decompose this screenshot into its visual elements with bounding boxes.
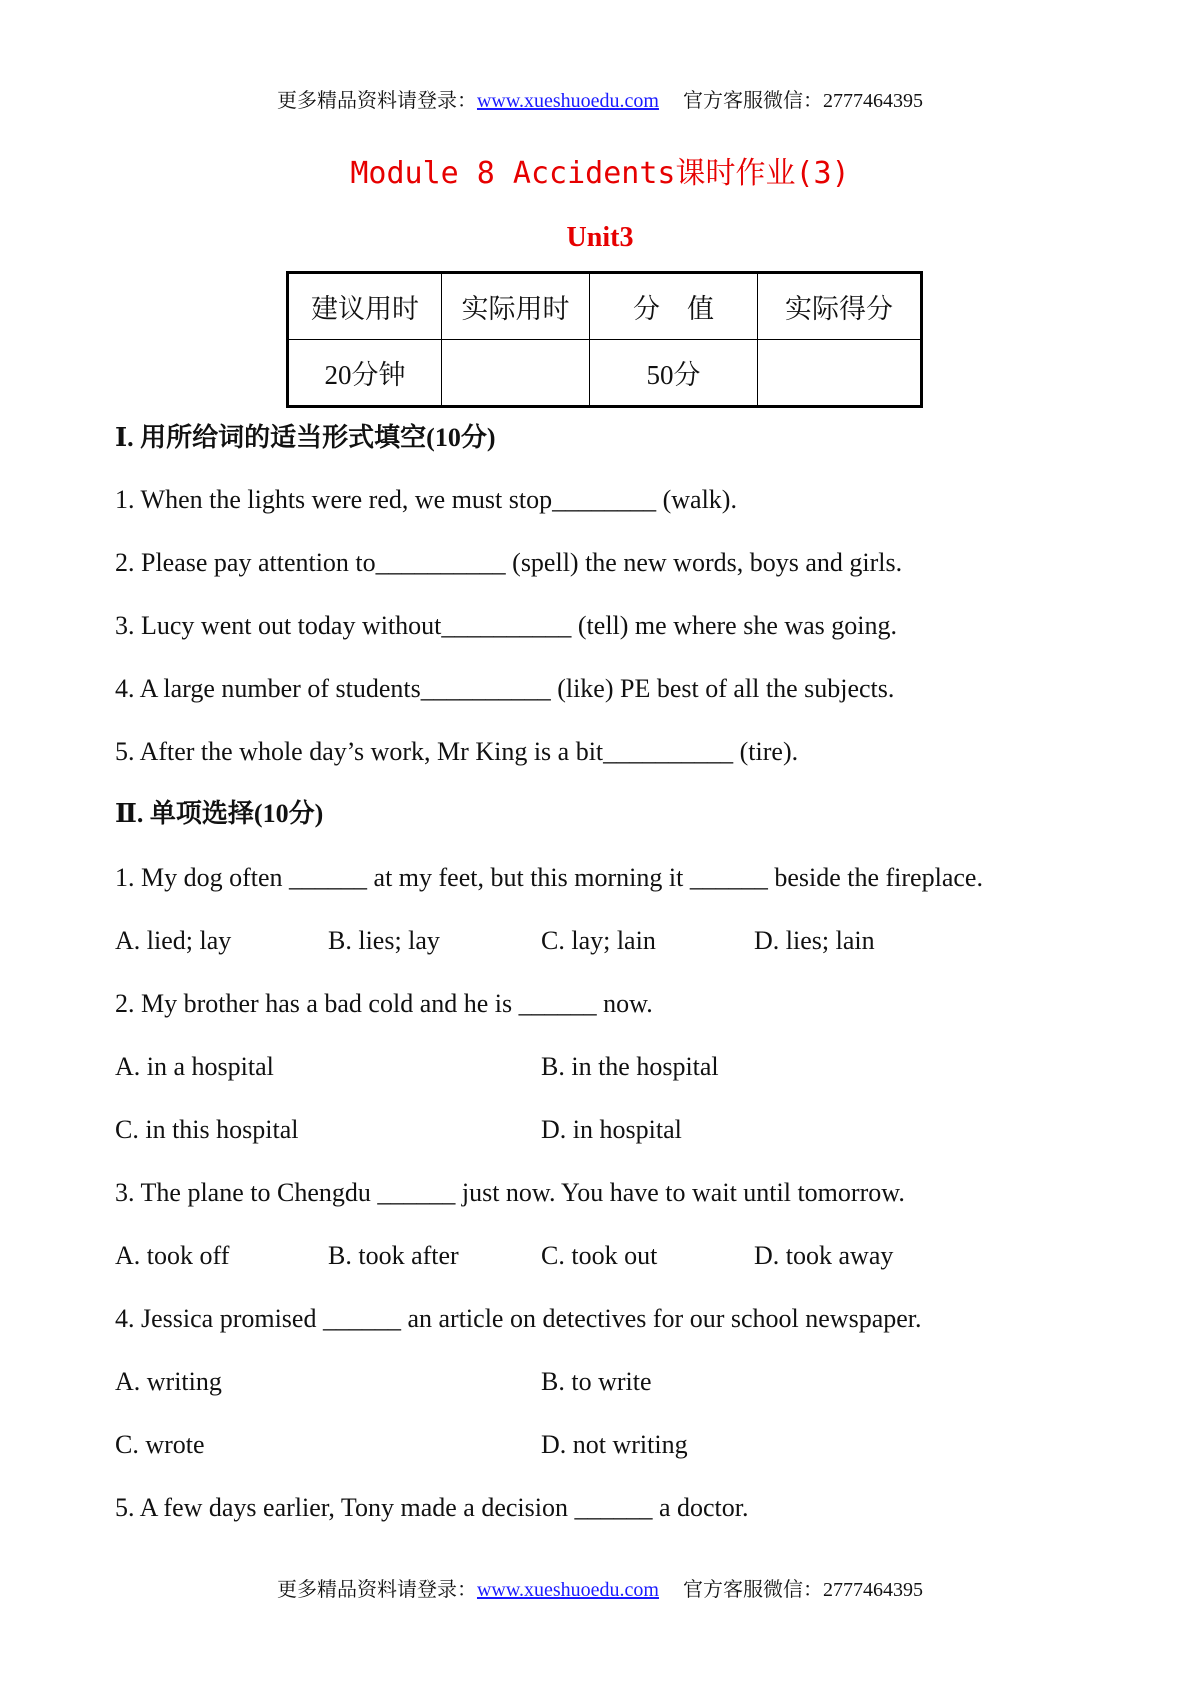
fill-item-2: 2. Please pay attention to__________ (spell) the new words, boys and girls. (115, 548, 903, 577)
footer-link[interactable]: www.xueshuoedu.com (476, 1579, 659, 1601)
header-banner (0, 89, 1200, 113)
table-value-row (288, 340, 922, 407)
q4-option-b: B. to write (541, 1367, 652, 1396)
value-score: 50分 (590, 340, 758, 407)
q1-option-b: B. lies; lay (328, 926, 440, 955)
q1-option-a: A. lied; lay (115, 926, 232, 955)
fill-item-4: 4. A large number of students__________ (like) PE best of all the subjects. (115, 674, 895, 703)
header-score-value: 分 值 (590, 273, 758, 340)
banner-link[interactable]: www.xueshuoedu.com (476, 90, 659, 112)
q3-option-b: B. took after (328, 1241, 459, 1270)
mc-question-2: 2. My brother has a bad cold and he is ______ now. (115, 989, 653, 1018)
q4-option-c: C. wrote (115, 1430, 205, 1459)
q1-option-d: D. lies; lain (754, 926, 875, 955)
footer-prefix: 更多精品资料请登录： (276, 1579, 477, 1601)
q4-option-d: D. not writing (541, 1430, 688, 1459)
footer-banner (0, 1578, 1200, 1602)
q2-option-b: B. in the hospital (541, 1052, 719, 1081)
mc-question-3: 3. The plane to Chengdu ______ just now. You have to wait until tomorrow. (115, 1178, 905, 1207)
section1-heading: Ⅰ. 用所给词的适当形式填空(10分) (115, 423, 496, 452)
value-actual-time[interactable] (442, 340, 590, 407)
q3-option-a: A. took off (115, 1241, 230, 1270)
unit-subtitle: Unit3 (566, 222, 634, 253)
q2-option-c: C. in this hospital (115, 1115, 299, 1144)
fill-item-1: 1. When the lights were red, we must stop________ (walk). (115, 485, 737, 514)
score-table (286, 271, 923, 408)
mc-question-5: 5. A few days earlier, Tony made a decision ______ a doctor. (115, 1493, 749, 1522)
fill-item-5: 5. After the whole day’s work, Mr King is a bit__________ (tire). (115, 737, 799, 766)
fill-item-3: 3. Lucy went out today without__________ (tell) me where she was going. (115, 611, 898, 640)
banner-prefix: 更多精品资料请登录： (276, 90, 477, 112)
footer-contact: 官方客服微信：2777464395 (683, 1579, 923, 1601)
q2-option-d: D. in hospital (541, 1115, 682, 1144)
q3-option-c: C. took out (541, 1241, 658, 1270)
page-title: Module 8 Accidents课时作业(3) (350, 156, 850, 191)
value-actual-score[interactable] (758, 340, 922, 407)
q3-option-d: D. took away (754, 1241, 894, 1270)
banner-contact: 官方客服微信：2777464395 (683, 90, 923, 112)
mc-question-1: 1. My dog often ______ at my feet, but this morning it ______ beside the fireplace. (115, 863, 983, 892)
mc-question-4: 4. Jessica promised ______ an article on detectives for our school newspaper. (115, 1304, 922, 1333)
table-header-row (288, 273, 922, 340)
header-actual-time: 实际用时 (442, 273, 590, 340)
q2-option-a: A. in a hospital (115, 1052, 274, 1081)
section2-heading: Ⅱ. 单项选择(10分) (115, 799, 324, 828)
value-suggested-time: 20分钟 (288, 340, 442, 407)
header-actual-score: 实际得分 (758, 273, 922, 340)
q4-option-a: A. writing (115, 1367, 222, 1396)
header-suggested-time: 建议用时 (288, 273, 442, 340)
q1-option-c: C. lay; lain (541, 926, 656, 955)
